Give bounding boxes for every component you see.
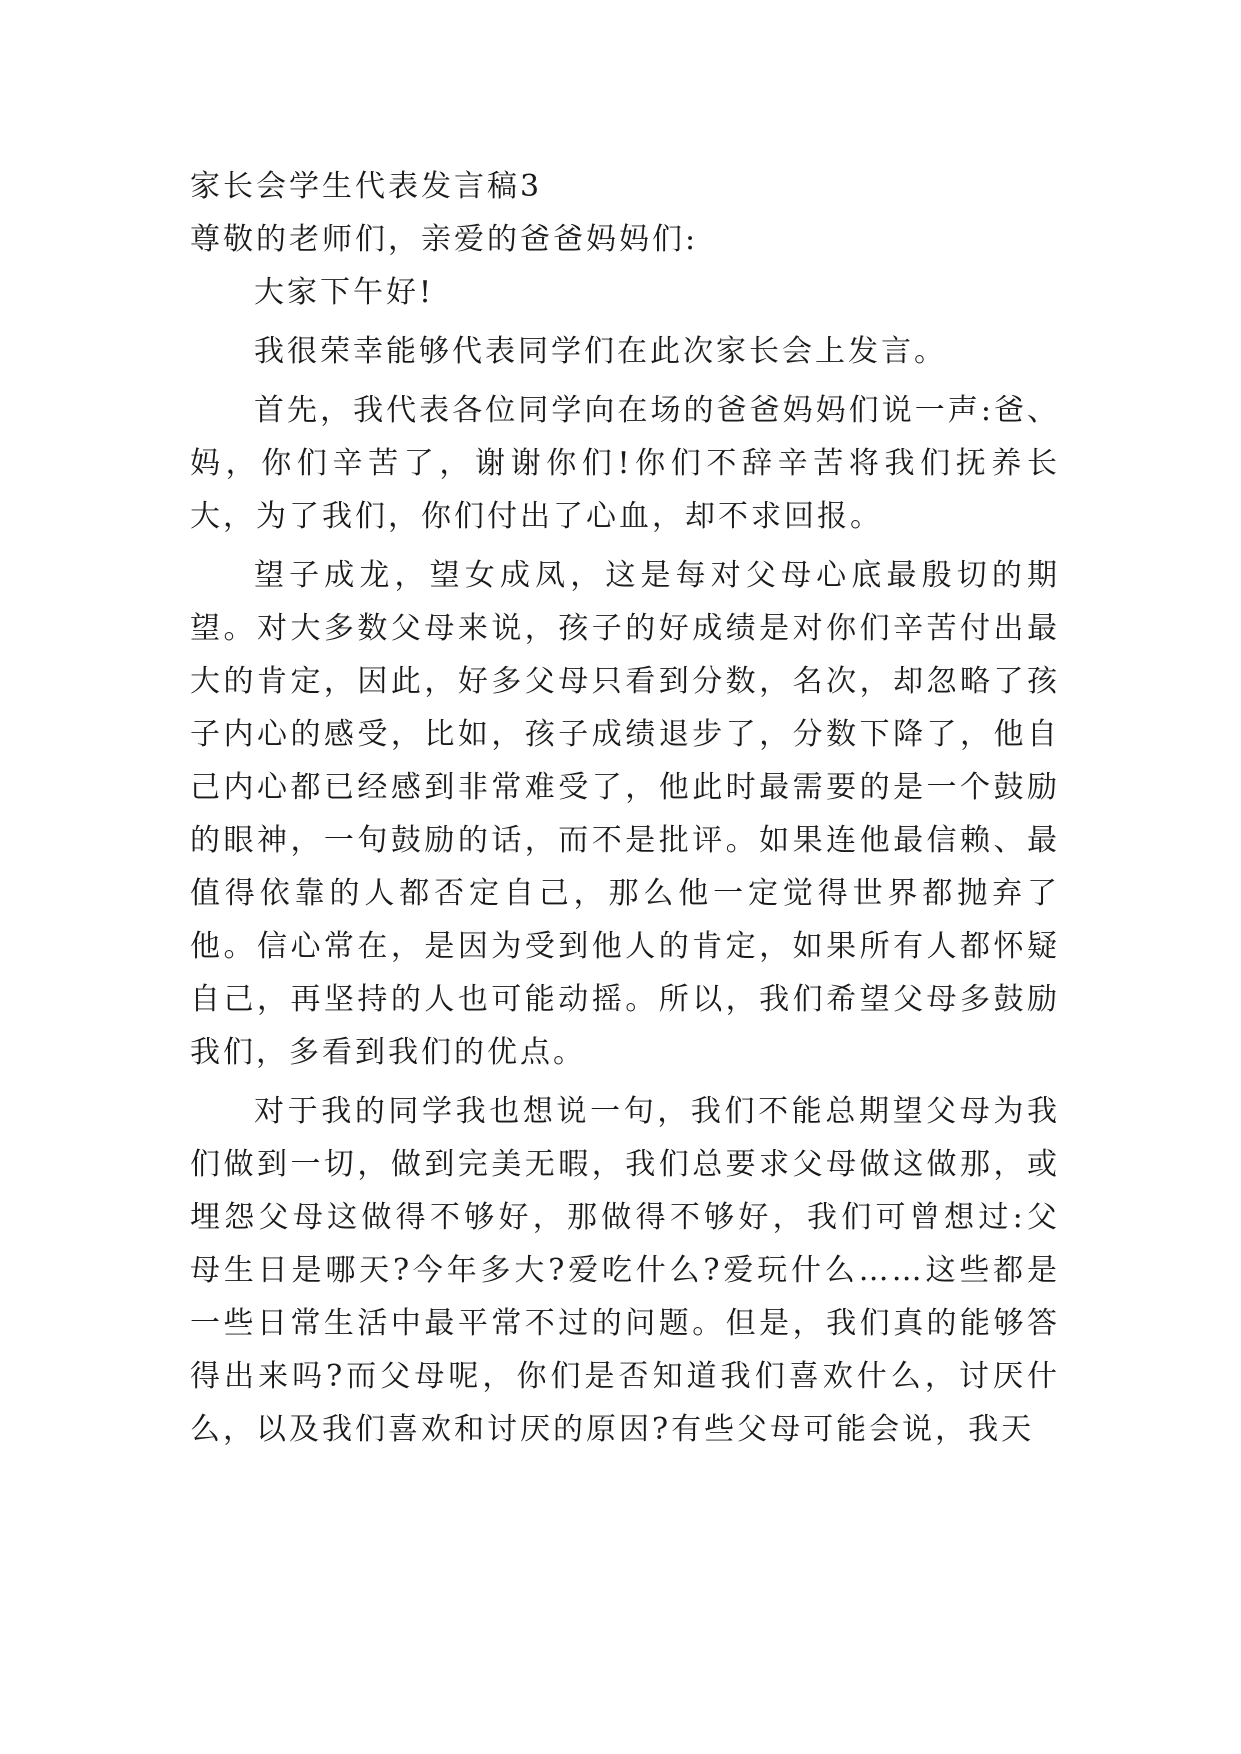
paragraph-intro: 我很荣幸能够代表同学们在此次家长会上发言。	[254, 334, 947, 369]
salutation: 尊敬的老师们，亲爱的爸爸妈妈们:	[190, 222, 699, 257]
document-title: 家长会学生代表发言稿3	[190, 169, 543, 204]
paragraph-greeting: 大家下午好!	[254, 275, 435, 310]
document-body	[190, 160, 1060, 1462]
paragraph-expectations: 望子成龙，望女成凤，这是每对父母心底最殷切的期望。对大多数父母来说，孩子的好成绩是对你们辛苦付出最大的肯定，因此，好多父母只看到分数，名次，却忽略了孩子内心的感受，比如，孩子成绩退步了，分数下降了，他自己内心都已经感到非常难受了，他此时最需要的是一个鼓励的眼神，一句鼓励的话，而不是批评。如果连他最信赖、最值得依靠的人都否定自己，那么他一定觉得世界都抛弃了他。信心常在，是因为受到他人的肯定，如果所有人都怀疑自己，再坚持的人也可能动摇。所以，我们希望父母多鼓励我们，多看到我们的优点。	[190, 558, 1060, 1070]
paragraph-thanks: 首先，我代表各位同学向在场的爸爸妈妈们说一声:爸、妈，你们辛苦了，谢谢你们!你们不辞辛苦将我们抚养长大，为了我们，你们付出了心血，却不求回报。	[190, 393, 1060, 534]
paragraph-to-classmates: 对于我的同学我也想说一句，我们不能总期望父母为我们做到一切，做到完美无暇，我们总要求父母做这做那，或埋怨父母这做得不够好，那做得不够好，我们可曾想过:父母生日是哪天?今年多大?爱吃什么?爱玩什么……这些都是一些日常生活中最平常不过的问题。但是，我们真的能够答得出来吗?而父母呢，你们是否知道我们喜欢什么，讨厌什么，以及我们喜欢和讨厌的原因?有些父母可能会说，我天	[190, 1094, 1060, 1447]
